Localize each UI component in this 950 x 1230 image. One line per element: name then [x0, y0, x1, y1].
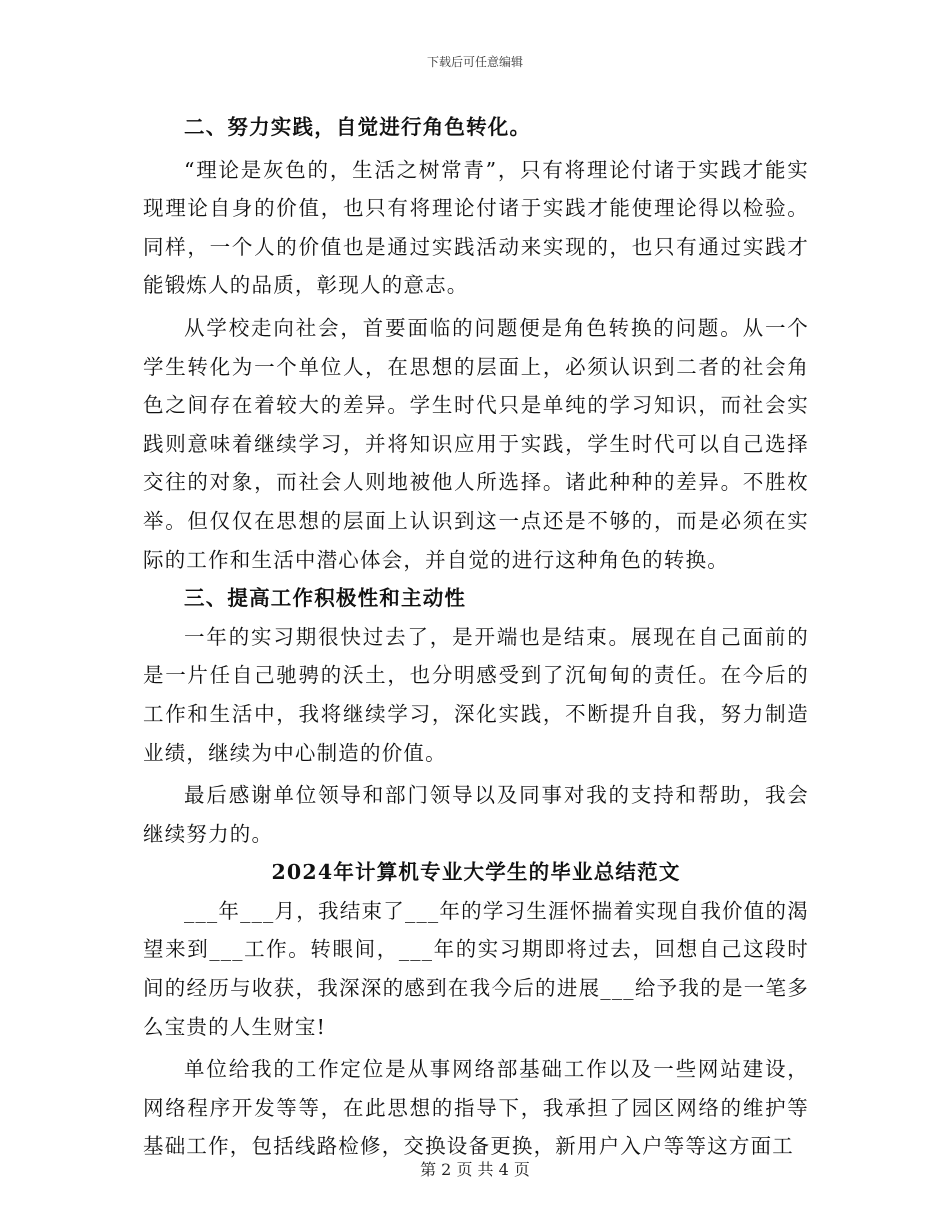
section-heading-2: 二、努力实践，自觉进行角色转化。: [184, 115, 532, 139]
paragraph: 一年的实习期很快过去了，是开端也是结束。展现在自己面前的是一片任自己驰骋的沃土，也分明感受到了沉甸甸的责任。在今后的工作和生活中，我将继续学习，深化实践，不断提升自我，努力制造业绩，继续为中心制造的价值。: [143, 624, 809, 765]
paragraph: ___年___月，我结束了___年的学习生涯怀揣着实现自我价值的渴望来到___工作。转眼间，___年的实习期即将过去，回想自己这段时间的经历与收获，我深深的感到在我今后的进展___给予我的是一笔多么宝贵的人生财宝!: [143, 898, 809, 1039]
paragraph: “理论是灰色的，生活之树常青”，只有将理论付诸于实践才能实现理论自身的价值，也只有将理论付诸于实践才能使理论得以检验。同样，一个人的价值也是通过实践活动来实现的，也只有通过实践才能锻炼人的品质，彰现人的意志。: [143, 157, 809, 298]
paragraph: 最后感谢单位领导和部门领导以及同事对我的支持和帮助，我会继续努力的。: [143, 783, 809, 846]
page-header: 下载后可任意编辑: [426, 55, 523, 69]
paragraph: 单位给我的工作定位是从事网络部基础工作以及一些网站建设，网络程序开发等等，在此思想的指导下，我承担了园区网络的维护等基础工作，包括线路检修，交换设备更换，新用户入户等等这方面工: [143, 1057, 809, 1159]
article-title: 2024年计算机专业大学生的毕业总结范文: [271, 860, 681, 885]
document-body: [143, 108, 809, 1166]
page-footer: 第 2 页 共 4 页: [420, 1160, 530, 1179]
paragraph: 从学校走向社会，首要面临的问题便是角色转换的问题。从一个学生转化为一个单位人，在思想的层面上，必须认识到二者的社会角色之间存在着较大的差异。学生时代只是单纯的学习知识，而社会实践则意味着继续学习，并将知识应用于实践，学生时代可以自己选择交往的对象，而社会人则地被他人所选择。诸此种种的差异。不胜枚举。但仅仅在思想的层面上认识到这一点还是不够的，而是必须在实际的工作和生活中潜心体会，并自觉的进行这种角色的转换。: [143, 315, 809, 572]
section-heading-3: 三、提高工作积极性和主动性: [184, 586, 467, 611]
